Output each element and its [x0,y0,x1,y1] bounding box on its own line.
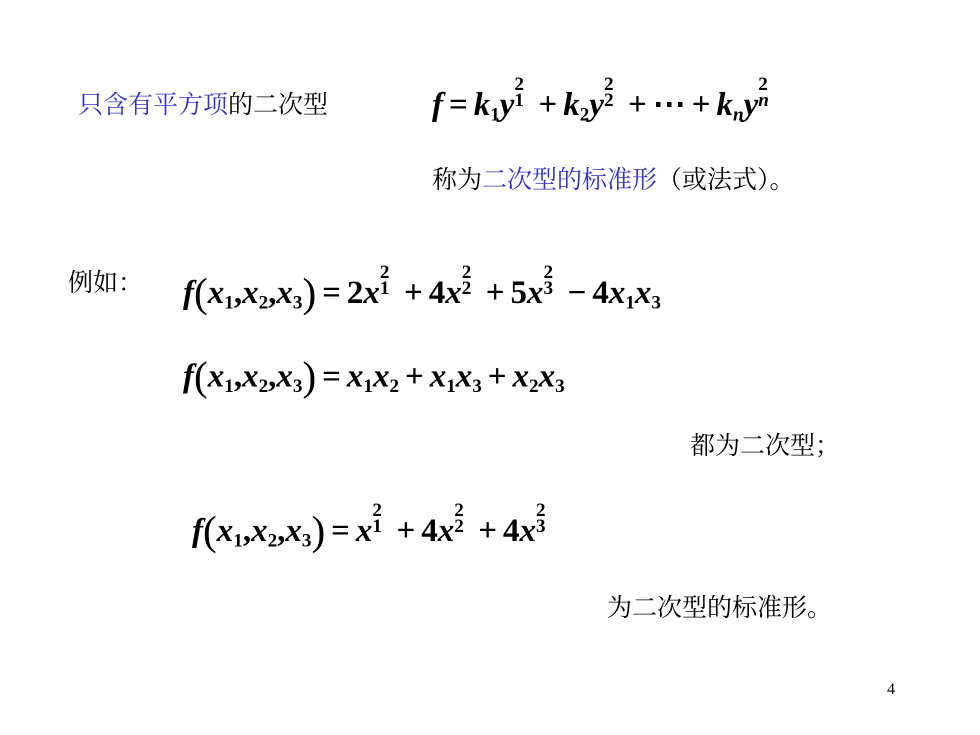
formula-example-1: $f(x_1,x_2,x_3) = 2x$ 2 1 + 4x 2 2 + 5x 2 3 − $4x_1x_3$ [183,262,661,316]
formula-example-2: $f(x_1,x_2,x_3) = x_1x_2 + x_1x_3 + x_2x_3$ [183,353,565,399]
line1-text [78,85,328,121]
page-number: 4 [887,681,895,698]
standard-form-term: 二次型的标准形 [482,165,658,194]
example-label: 例如： [68,268,144,297]
alternative-name: （或法式）。 [657,165,795,194]
highlight-square-terms: 只含有平方项 [78,90,229,119]
formula-standard-form: $f = k_1y$ 2 1 + $k_2y$ 2 2 + ⋯ + $k_ny$ 2 n [432,74,769,126]
conclusion-quadratic-forms: 都为二次型； [690,431,841,460]
formula-example-3: $f(x_1,x_2,x_3) = x$ 2 1 + 4x 2 2 + 4x 2 3 [192,500,546,554]
line2-text [432,160,795,196]
conclusion-standard-form: 为二次型的标准形。 [607,593,833,622]
called-prefix: 称为 [432,165,483,194]
quadratic-form-label: 的二次型 [228,90,329,119]
